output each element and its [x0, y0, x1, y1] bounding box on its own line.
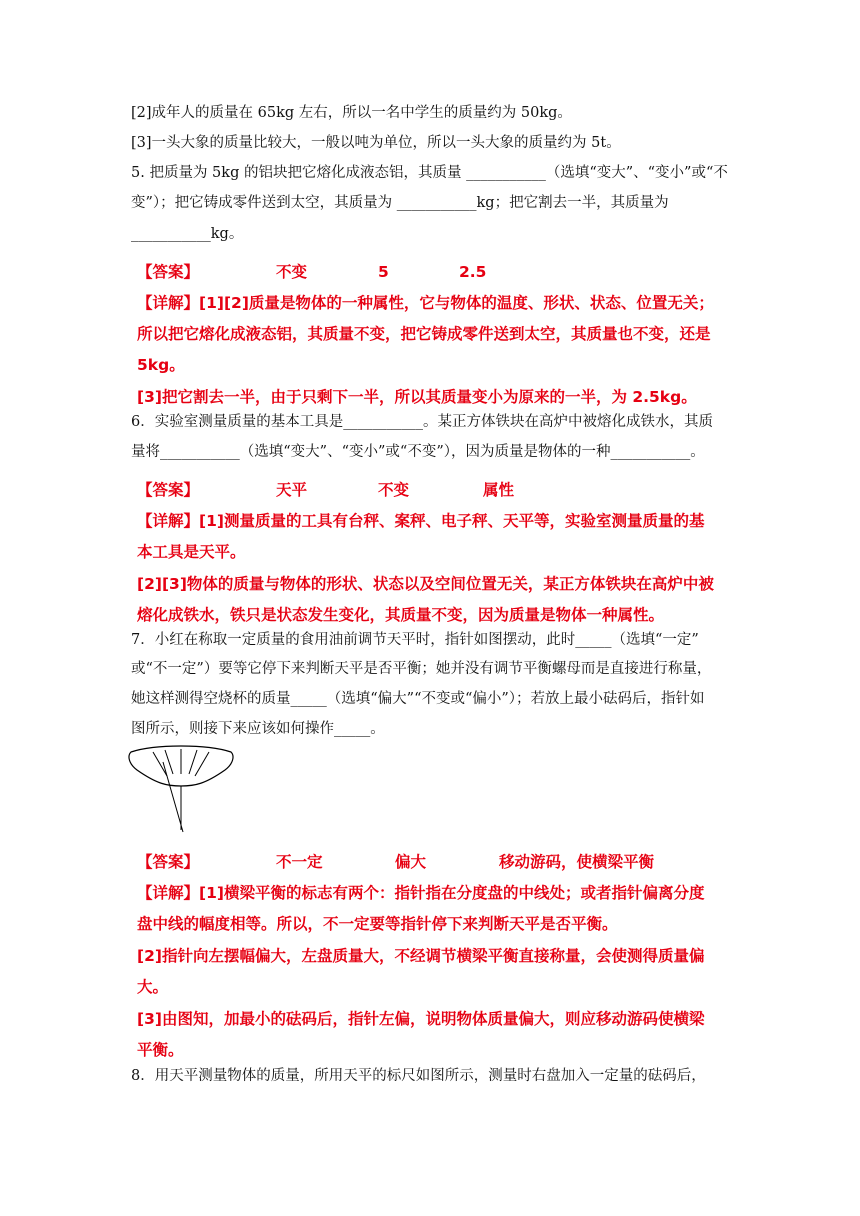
question-6-line-2: 量将___________（选填“变大”、“变小”或“不变”），因为质量是物体的一种___________。 — [131, 444, 705, 460]
text-line: [3]一头大象的质量比较大，一般以吨为单位，所以一头大象的质量约为 5t。 — [131, 135, 621, 151]
answer-value: 移动游码，使横梁平衡 — [499, 853, 655, 871]
question-5-line-2: 变”）；把它铸成零件送到太空，其质量为 ___________kg；把它割去一半，其质量为 — [131, 195, 669, 211]
detail-text: [1]测量质量的工具有台秤、案秤、电子秤、天平等，实验室测量质量的基 — [199, 512, 705, 530]
answer-value: 不变 — [276, 263, 308, 281]
detail-line: [2][3]物体的质量与物体的形状、状态以及空间位置无关，某正方体铁块在高炉中被 — [137, 575, 714, 593]
detail-line: [3]由图知，加最小的砝码后，指针左偏，说明物体质量偏大，则应移动游码使横梁 — [137, 1010, 705, 1028]
detail-label: 【详解】 — [137, 512, 200, 530]
question-7-line-4: 图所示，则接下来应该如何操作_____。 — [131, 721, 385, 737]
detail-line — [137, 292, 714, 314]
answer-value: 不变 — [378, 481, 410, 499]
detail-line: 盘中线的幅度相等。所以，不一定要等指针停下来判断天平是否平衡。 — [137, 915, 618, 933]
detail-line: 平衡。 — [137, 1041, 184, 1059]
question-7-line-3: 她这样测得空烧杯的质量_____（选填“偏大”“不变或“偏小”）；若放上最小砝码后，指针如 — [131, 691, 705, 707]
detail-line: 大。 — [137, 978, 169, 996]
detail-line: 所以把它熔化成液态铝，其质量不变，把它铸成零件送到太空，其质量也不变，还是 — [137, 325, 711, 343]
answer-value: 天平 — [276, 481, 308, 499]
text-line: [2]成年人的质量在 65kg 左右，所以一名中学生的质量约为 50kg。 — [131, 105, 572, 121]
answer-value: 2.5 — [459, 263, 487, 281]
detail-label: 【详解】 — [137, 294, 200, 312]
question-5-line-1: 5. 把质量为 5kg 的铝块把它熔化成液态铝，其质量 ___________（选填“变大”、“变小”或“不 — [131, 165, 728, 181]
answer-label: 【答案】 — [137, 853, 200, 871]
answer-value: 属性 — [483, 481, 515, 499]
answer-value: 不一定 — [276, 853, 323, 871]
question-6-line-1: 6．实验室测量质量的基本工具是___________。某正方体铁块在高炉中被熔化成铁水，其质 — [131, 414, 713, 430]
detail-text: [1]横梁平衡的标志有两个：指针指在分度盘的中线处；或者指针偏离分度 — [199, 884, 705, 902]
detail-line: 5kg。 — [137, 356, 185, 374]
detail-line: [2]指针向左摆幅偏大，左盘质量大，不经调节横梁平衡直接称量，会使测得质量偏 — [137, 947, 705, 965]
detail-line: 熔化成铁水，铁只是状态发生变化，其质量不变，因为质量是物体一种属性。 — [137, 606, 665, 624]
answer-value: 5 — [378, 263, 389, 281]
question-7-line-2: 或“不一定”）要等它停下来判断天平是否平衡；她并没有调节平衡螺母而是直接进行称量， — [131, 661, 712, 677]
question-5-line-3: ___________kg。 — [131, 226, 244, 242]
answer-value: 偏大 — [395, 853, 427, 871]
question-7-line-1: 7．小红在称取一定质量的食用油前调节天平时，指针如图摆动，此时_____（选填“一定” — [131, 632, 699, 648]
detail-line: [3]把它割去一半，由于只剩下一半，所以其质量变小为原来的一半，为 2.5kg。 — [137, 388, 697, 406]
balance-dial-figure — [125, 742, 237, 834]
answer-label: 【答案】 — [137, 481, 200, 499]
question-8-line-1: 8．用天平测量物体的质量，所用天平的标尺如图所示，测量时右盘加入一定量的砝码后， — [131, 1068, 706, 1084]
answer-label: 【答案】 — [137, 263, 200, 281]
detail-line: 本工具是天平。 — [137, 543, 246, 561]
detail-line — [137, 510, 704, 532]
detail-label: 【详解】 — [137, 884, 200, 902]
detail-line — [137, 882, 704, 904]
detail-text: [1][2]质量是物体的一种属性，它与物体的温度、形状、状态、位置无关； — [199, 294, 714, 312]
